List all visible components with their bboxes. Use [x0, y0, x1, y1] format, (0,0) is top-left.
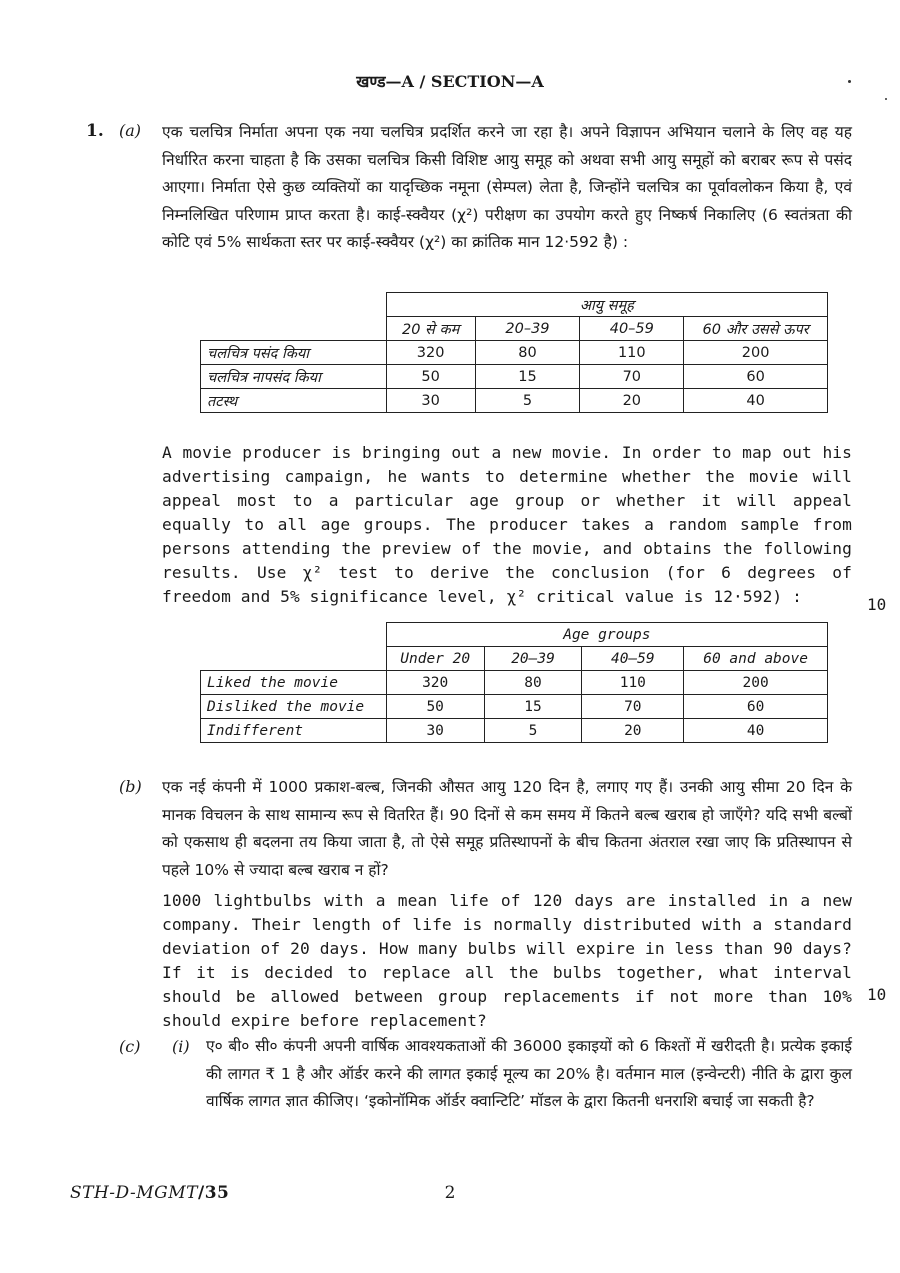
table-cell: 50 [386, 695, 484, 719]
table-cell: 15 [475, 365, 580, 389]
column-header: Under 20 [386, 647, 484, 671]
table-cell: 5 [475, 389, 580, 413]
table-cell: 50 [386, 365, 475, 389]
row-label: चलचित्र नापसंद किया [201, 365, 387, 389]
table-cell: 110 [580, 341, 684, 365]
column-header: 60 and above [684, 647, 828, 671]
part-b-hindi-text: एक नई कंपनी में 1000 प्रकाश-बल्ब, जिनकी औसत आयु 120 दिन है, लगाए गए हैं। उनकी आयु सीमा 20 दिन के मानक विचलन के साथ सामान्य रूप से वितरित हैं। 90 दिनों से कम समय में कितने बल्ब खराब हो जाएँगे? यदि सभी बल्बों को एकसाथ ही बदलना तय किया जाता है, तो ऐसे समूह प्रतिस्थापनों के बीच कितना अंतराल रखा जाए कि प्रतिस्थापन से पहले 10% से ज्यादा बल्ब खराब न हों? [162, 778, 852, 879]
table-cell: 80 [484, 671, 582, 695]
part-a-english-text: A movie producer is bringing out a new movie. In order to map out his advertising campaign, he wants to determine whether the movie will appeal most to a particular age group or whether it will appeal equally to all age groups. The producer takes a random sample from persons attending the preview of the movie, and obtains the following results. Use χ² test to derive the conclusion (for 6 degrees of freedom and 5% significance level, χ² critical value is 12·592) : [162, 443, 852, 606]
row-label: तटस्थ [201, 389, 387, 413]
row-label: Indifferent [201, 719, 387, 743]
part-c-sub-label: (i) [172, 1037, 190, 1056]
part-a-label: (a) [119, 121, 142, 140]
part-c-label: (c) [119, 1037, 141, 1056]
table-cell: 40 [684, 389, 828, 413]
part-b-english-text: 1000 lightbulbs with a mean life of 120 days are installed in a new company. Their length of life is normally distributed with a standard deviation of 20 days. How many bulbs will expire in less than 90 days? If it is decided to replace all the bulbs together, what interval should be allowed between group replacements if not more than 10% should expire before replacement? [162, 891, 852, 1030]
table-cell: 40 [684, 719, 828, 743]
column-header: 20 से कम [386, 317, 475, 341]
table-cell: 80 [475, 341, 580, 365]
table-group-header: Age groups [386, 623, 827, 647]
part-b-marks: 10 [867, 985, 887, 1004]
table-cell: 30 [386, 389, 475, 413]
table-cell: 15 [484, 695, 582, 719]
part-a-hindi-text: एक चलचित्र निर्माता अपना एक नया चलचित्र प्रदर्शित करने जा रहा है। अपने विज्ञापन अभियान चलाने के लिए वह यह निर्धारित करना चाहता है कि उसका चलचित्र किसी विशिष्ट आयु समूह को अथवा सभी आयु समूहों को बराबर रूप से पसंद आएगा। निर्माता ऐसे कुछ व्यक्तियों का यादृच्छिक नमूना (सेम्पल) लेता है, जिन्होंने चलचित्र का पूर्वावलोकन किया है, एवं निम्नलिखित परिणाम प्राप्त करता है। काई-स्क्वैयर (χ²) परीक्षण का उपयोग करते हुए निष्कर्ष निकालिए (6 स्वतंत्रता की कोटि एवं 5% सार्थकता स्तर पर काई-स्क्वैयर (χ²) का क्रांतिक मान 12·592 है) : [162, 123, 852, 251]
scan-speck [885, 98, 887, 100]
column-header: 20–39 [484, 647, 582, 671]
row-label: Liked the movie [201, 671, 387, 695]
table-row [201, 341, 828, 365]
table-cell: 110 [582, 671, 684, 695]
part-c-hindi-text: ए० बी० सी० कंपनी अपनी वार्षिक आवश्यकताओं की 36000 इकाइयों को 6 किश्तों में खरीदती है। प्रत्येक इकाई की लागत ₹ 1 है और ऑर्डर करने की लागत इकाई मूल्य का 20% है। वर्तमान माल (इन्वेन्टरी) नीति के द्वारा कुल वार्षिक लागत ज्ञात कीजिए। ‘इकोनॉमिक ऑर्डर क्वान्टिटि’ मॉडल के द्वारा कितनी धनराशि बचाई जा सकती है? [206, 1037, 852, 1110]
column-header: 60 और उससे ऊपर [684, 317, 828, 341]
table-cell: 200 [684, 671, 828, 695]
table-cell: 20 [580, 389, 684, 413]
question-number: 1. [86, 121, 104, 141]
table-cell: 60 [684, 695, 828, 719]
table-row [201, 695, 828, 719]
table-cell: 20 [582, 719, 684, 743]
column-header: 40–59 [580, 317, 684, 341]
part-b-label: (b) [119, 777, 142, 796]
table-cell: 70 [582, 695, 684, 719]
english-age-group-table [200, 622, 828, 743]
column-header: 20–39 [475, 317, 580, 341]
paper-code: STH-D-MGMT/35 [70, 1183, 230, 1203]
table-row [201, 389, 828, 413]
table-row [201, 719, 828, 743]
table-cell: 5 [484, 719, 582, 743]
table-cell: 70 [580, 365, 684, 389]
column-header: 40–59 [582, 647, 684, 671]
table-cell: 60 [684, 365, 828, 389]
part-a-marks: 10 [867, 595, 887, 614]
hindi-age-group-table [200, 292, 828, 413]
section-title: खण्ड—A / SECTION—A [356, 72, 544, 91]
row-label: चलचित्र पसंद किया [201, 341, 387, 365]
table-cell: 320 [386, 341, 475, 365]
table-row [201, 365, 828, 389]
table-cell: 200 [684, 341, 828, 365]
table-cell: 320 [386, 671, 484, 695]
table-row [201, 671, 828, 695]
page-number: 2 [444, 1183, 456, 1203]
table-cell: 30 [386, 719, 484, 743]
table-group-header: आयु समूह [386, 293, 827, 317]
row-label: Disliked the movie [201, 695, 387, 719]
